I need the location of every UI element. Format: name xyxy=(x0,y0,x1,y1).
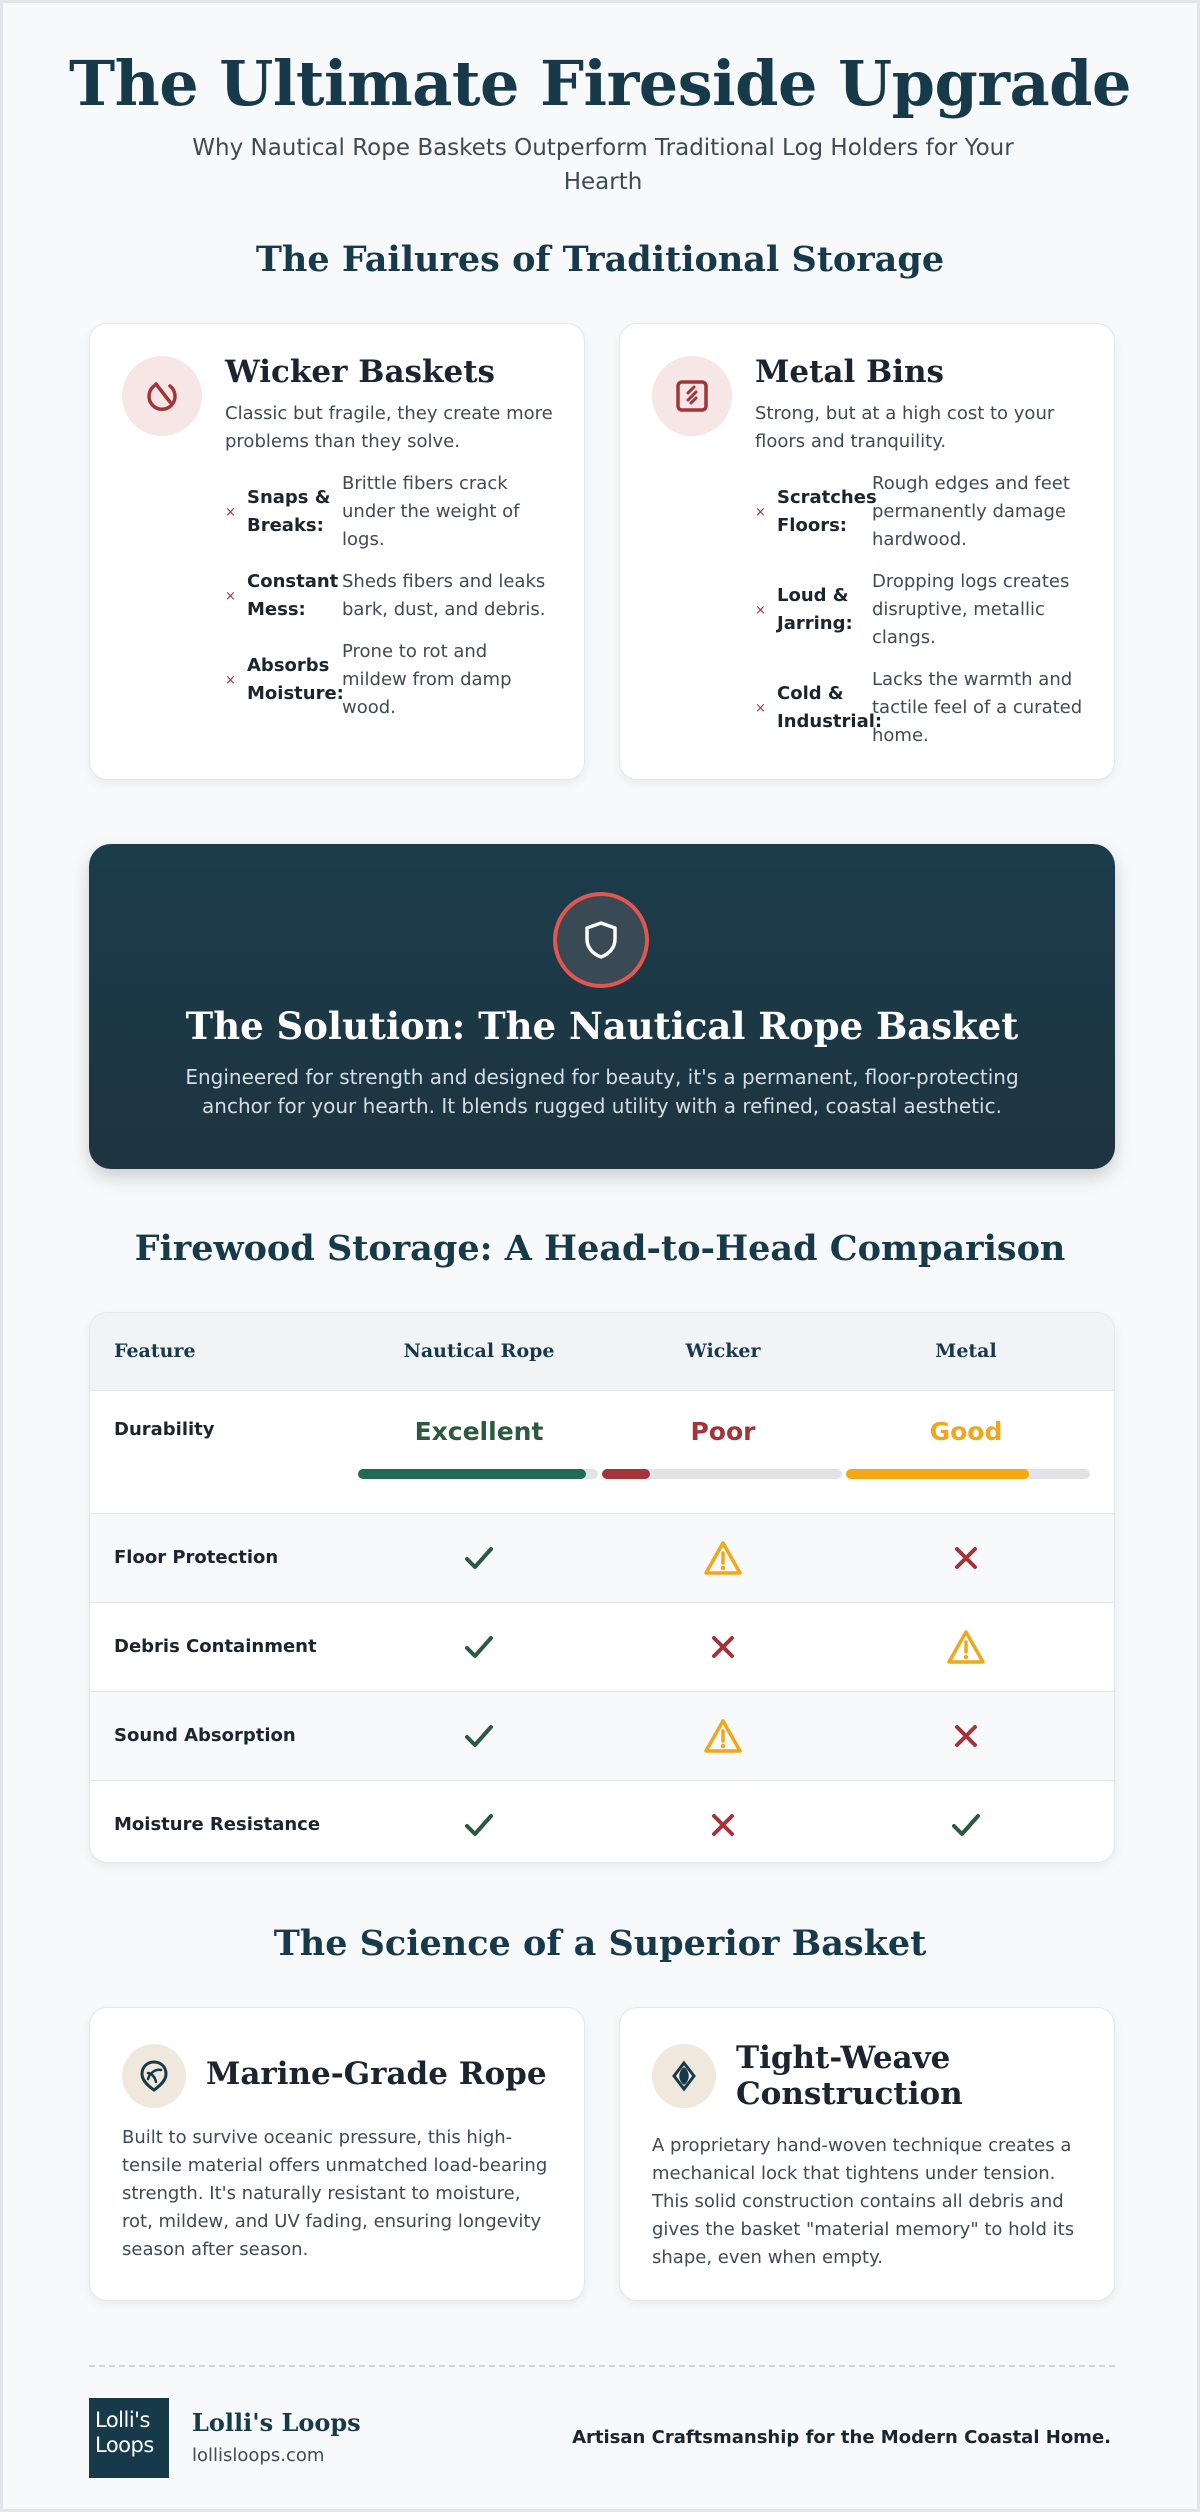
failure-item xyxy=(225,638,555,722)
science-card-text: A proprietary hand-woven technique creates a mechanical lock that tightens under tension. This solid construction contains all debris and gives the basket "material memory" to hold its shape, even when empty. xyxy=(652,2135,1075,2268)
brand-name: Lolli's Loops xyxy=(192,2408,361,2437)
durability-bar-fill xyxy=(846,1469,1029,1479)
failure-text: Rough edges and feet permanently damage hardwood. xyxy=(872,473,1070,550)
science-card-title: Marine-Grade Rope xyxy=(206,2056,547,2092)
brand-url-link[interactable]: lollisloops.com xyxy=(192,2445,325,2466)
logo-line: Lolli's xyxy=(95,2408,150,2432)
table-row xyxy=(90,1692,1114,1781)
failure-label: Cold & Industrial: xyxy=(777,683,883,732)
failure-label: Loud & Jarring: xyxy=(777,585,853,634)
column-header-nautical-rope: Nautical Rope xyxy=(403,1340,555,1362)
footer-divider xyxy=(89,2365,1115,2367)
durability-bar-nautical-rope xyxy=(358,1469,598,1479)
check-icon xyxy=(369,1627,589,1667)
metal-card xyxy=(619,323,1115,780)
cross-icon xyxy=(856,1716,1076,1756)
column-header-wicker: Wicker xyxy=(685,1340,761,1362)
durability-bar-metal xyxy=(846,1469,1090,1479)
row-label: Moisture Resistance xyxy=(114,1814,321,1835)
x-mark-icon: × xyxy=(755,504,766,520)
failure-text: Sheds fibers and leaks bark, dust, and debris. xyxy=(342,571,546,620)
durability-bar-wicker xyxy=(602,1469,842,1479)
failure-item xyxy=(225,470,555,554)
x-mark-icon: × xyxy=(225,588,236,604)
failure-label: Absorbs Moisture: xyxy=(247,655,344,704)
check-icon xyxy=(369,1716,589,1756)
solution-title: The Solution: The Nautical Rope Basket xyxy=(185,1004,1019,1048)
row-label: Debris Containment xyxy=(114,1636,317,1657)
solution-banner xyxy=(89,844,1115,1169)
check-icon xyxy=(369,1538,589,1578)
row-label: Sound Absorption xyxy=(114,1725,296,1746)
shield-icon xyxy=(553,892,649,988)
warning-icon xyxy=(613,1538,833,1578)
failure-text: Brittle fibers crack under the weight of logs. xyxy=(342,473,520,550)
science-card-text: Built to survive oceanic pressure, this high-tensile material offers unmatched load-bearing strength. It's naturally resistant to moisture, rot, mildew, and UV fading, ensuring longevity season after season. xyxy=(122,2127,548,2260)
failure-text: Prone to rot and mildew from damp wood. xyxy=(342,641,512,718)
column-header-feature: Feature xyxy=(114,1340,196,1362)
rope-knot-icon xyxy=(122,2044,186,2108)
wicker-card xyxy=(89,323,585,780)
row-label: Durability xyxy=(114,1419,215,1440)
brand-logo xyxy=(89,2398,169,2478)
footer-tagline: Artisan Craftsmanship for the Modern Coastal Home. xyxy=(572,2427,1111,2448)
durability-rating-nautical-rope: Excellent xyxy=(414,1416,544,1446)
solution-text: Engineered for strength and designed for beauty, it's a permanent, floor-protecting anchor for your hearth. It blends rugged utility with a refined, coastal aesthetic. xyxy=(185,1065,1019,1118)
failure-item xyxy=(755,568,1085,652)
x-mark-icon: × xyxy=(755,700,766,716)
warning-icon xyxy=(613,1716,833,1756)
durability-bar-fill xyxy=(602,1469,650,1479)
weave-icon xyxy=(652,2044,716,2108)
durability-bar-fill xyxy=(358,1469,586,1479)
x-mark-icon: × xyxy=(755,602,766,618)
failure-list xyxy=(755,470,1085,764)
failure-item xyxy=(755,666,1085,750)
failure-label: Snaps & Breaks: xyxy=(247,487,331,536)
table-row xyxy=(90,1603,1114,1692)
x-mark-icon: × xyxy=(225,672,236,688)
card-description: Strong, but at a high cost to your floors and tranquility. xyxy=(755,403,1055,452)
durability-rating-metal: Good xyxy=(929,1416,1003,1446)
card-title: Wicker Baskets xyxy=(225,354,495,390)
comparison-table xyxy=(89,1312,1115,1863)
cross-icon xyxy=(613,1627,833,1667)
scratched-square-icon xyxy=(652,356,732,436)
table-row xyxy=(90,1781,1114,1863)
check-icon xyxy=(369,1805,589,1845)
failure-text: Lacks the warmth and tactile feel of a curated home. xyxy=(872,669,1083,746)
failure-label: Scratches Floors: xyxy=(777,487,877,536)
page-subtitle: Why Nautical Rope Baskets Outperform Traditional Log Holders for Your Hearth xyxy=(192,135,1014,195)
failure-item xyxy=(755,470,1085,554)
failure-label: Constant Mess: xyxy=(247,571,339,620)
failures-section-title: The Failures of Traditional Storage xyxy=(255,239,945,280)
table-row xyxy=(90,1514,1114,1603)
card-title: Metal Bins xyxy=(755,354,944,390)
durability-rating-wicker: Poor xyxy=(690,1416,756,1446)
row-label: Floor Protection xyxy=(114,1547,279,1568)
cross-icon xyxy=(856,1538,1076,1578)
tight-weave-card xyxy=(619,2007,1115,2301)
table-header xyxy=(90,1313,1114,1391)
warning-icon xyxy=(856,1627,1076,1667)
failure-text: Dropping logs creates disruptive, metallic clangs. xyxy=(872,571,1070,648)
logo-line: Loops xyxy=(95,2433,154,2457)
failure-list xyxy=(225,470,555,736)
x-mark-icon: × xyxy=(225,504,236,520)
cross-icon xyxy=(613,1805,833,1845)
card-description: Classic but fragile, they create more problems than they solve. xyxy=(225,403,553,452)
snapped-branch-icon xyxy=(122,356,202,436)
comparison-section-title: Firewood Storage: A Head-to-Head Comparison xyxy=(134,1228,1066,1269)
page-title: The Ultimate Fireside Upgrade xyxy=(69,47,1131,120)
science-section-title: The Science of a Superior Basket xyxy=(273,1923,927,1964)
marine-rope-card xyxy=(89,2007,585,2301)
column-header-metal: Metal xyxy=(935,1340,997,1362)
science-card-title: Tight-Weave Construction xyxy=(736,2040,963,2112)
failure-item xyxy=(225,568,555,624)
check-icon xyxy=(856,1805,1076,1845)
table-row-durability xyxy=(90,1391,1114,1514)
